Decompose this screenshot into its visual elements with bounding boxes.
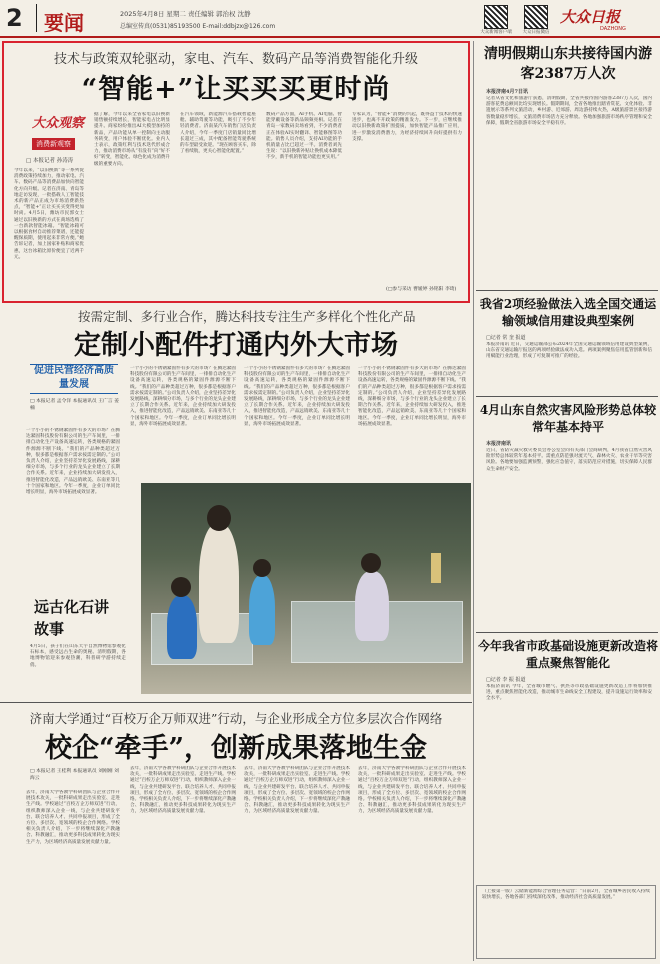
column-badge [32, 112, 92, 148]
column-divider [473, 41, 474, 961]
right-top-headline[interactable]: 清明假期山东共接待国内游客2387万人次 [484, 46, 652, 82]
newspaper-logo: 大众日报 [560, 8, 621, 26]
lead-column: 专家认为，“智能+”消费的兴起，既得益于技术的快速进步，也离不开政策的精准发力。下一步，应继续推动以旧换新政策扩围提质，加快智能产品推广应用，进一步激发消费潜力，为经济持续回升向好提供有力支撑。 [352, 112, 462, 142]
exhibit-light [431, 553, 441, 583]
badge-title: 大众观察 [32, 116, 85, 131]
child-figure [355, 571, 389, 641]
qr-label: 大众日报微信 [522, 30, 550, 35]
section-tag: 促进民营经济高质量发展 [34, 365, 114, 390]
lead-column: 在汽车领域，新能源汽车搭载智能座舱、辅助驾驶等功能，吸引了不少年轻消费者。济南某汽车销售门店负责人介绍，今年一季度门店销量同比增长超过三成，其中配备智能驾驶系统的车型最受欢迎。“现在顾客买车，除了看续航，更关心智能化配置。” [180, 112, 256, 155]
right-top-body: 记者从省文化和旅游厅获悉，清明假期，全省共接待国内游客2387万人次，国内游客花费总额同比均实现增长。假期期间，全省各地推出踏青赏花、文化体验、非遗展示等系列文旅活动，乡村游、近郊游、周边游持续火热，A级旅游景区接待游客数量稳步增长，文旅消费市场活力充分释放。各地加强旅游市场秩序管理和安全保障，假期全省旅游市场安全平稳有序。 [486, 96, 652, 126]
divider [476, 290, 658, 291]
tag-rule [30, 364, 118, 394]
qr-code-icon[interactable] [524, 5, 548, 29]
second-body: 一个小小的不锈钢紧固件有多大的市场？在腾达紧固科技股份有限公司的生产车间里，一排排自动化生产设备高速运转，各类规格的紧固件源源不断下线。“我们的产品种类超过万种，很多都是根据客户需求按需定制的。”公司负责人介绍，企业坚持差异化发展路线，深耕细分市场，与多个行业的龙头企业建立了长期合作关系。近年来，企业持续加大研发投入，推进智能化改造，产品远销欧美、东南亚等几十个国家和地区。今年一季度，企业订单同比增长明显，海外市场拓展成效显著。 [26, 428, 120, 496]
fourth-body: 去年，济南大学各教学科研团队与企业合作开展技术攻关，一批科研成果走出实验室、走进生产线。学校通过“百校万企万师双进”行动，组织教师深入企业一线，与企业共建研发平台、联合培养人才、共同申报项目，形成了全方位、多层次、宽领域的校企合作网络。学校相关负责人介绍，下一步将继续深化产教融合、科教融汇，推动更多科技成果转化为现实生产力，为区域经济高质量发展贡献力量。 [244, 766, 350, 815]
lead-column: 数码产品方面，AI手机、AI电脑、智能穿戴设备等新品频频亮相。记者在青岛一家数码卖场看到，不少消费者正在体验AI实时翻译、智能修图等功能。销售人员介绍，支持AI功能的手机销量占比已超过一半。消费者刘先生说：“以旧换新补贴让换机成本降低不少，新手机的智能功能也更实用。” [266, 112, 342, 161]
child-head [361, 553, 381, 573]
lead-column: 据了解，今年以来全省家电以旧换新销售额持续增长，智能家电占比明显提升。商家纷纷推出AI大模型加持的新品，产品功能从单一控制向主动服务转变，用户体验不断优化。业内人士表示，政策红利与技术迭代形成合力，推动消费市场从“有没有”向“好不好”转变，智能化、绿色化成为消费升级的重要方向。 [94, 112, 170, 167]
masthead-rule [0, 36, 660, 38]
right-mid2-headline[interactable]: 4月山东自然灾害风险形势总体较常年基本持平 [479, 403, 657, 434]
badge-sub: 消费新观察 [32, 138, 75, 150]
divider [0, 702, 472, 703]
fourth-body: 去年，济南大学各教学科研团队与企业合作开展技术攻关，一批科研成果走出实验室、走进生产线。学校通过“百校万企万师双进”行动，组织教师深入企业一线，与企业共建研发平台、联合培养人才、共同申报项目，形成了全方位、多层次、宽领域的校企合作网络。学校相关负责人介绍，下一步将继续深化产教融合、科教融汇，推动更多科技成果转化为现实生产力，为区域经济高质量发展贡献力量。 [26, 790, 120, 845]
second-byline: □ 本报记者 孟令洋 本报通讯员 王广言 姜楠 [30, 399, 119, 411]
date-line: 2025年4月8日 星期二 责任编辑 郭治权 沈静 [120, 10, 251, 18]
second-body: 一个小小的不锈钢紧固件有多大的市场？在腾达紧固科技股份有限公司的生产车间里，一排排自动化生产设备高速运转，各类规格的紧固件源源不断下线。“我们的产品种类超过万种，很多都是根据客户需求按需定制的。”公司负责人介绍，企业坚持差异化发展路线，深耕细分市场，与多个行业的龙头企业建立了长期合作关系。近年来，企业持续加大研发投入，推进智能化改造，产品远销欧美、东南亚等几十个国家和地区。今年一季度，企业订单同比增长明显，海外市场拓展成效显著。 [358, 366, 466, 427]
right-mid1-body: 本报济南讯 近日，交通运输部公布2024年全国交通运输领域信用建设典型案例，山东省交通运输厅报送的两项经验做法成功入选。两项案例聚焦信用监管创新和信用赋能行业治理，形成了可复制可推广的经验。 [486, 342, 652, 360]
fourth-body: 去年，济南大学各教学科研团队与企业合作开展技术攻关，一批科研成果走出实验室、走进生产线。学校通过“百校万企万师双进”行动，组织教师深入企业一线，与企业共建研发平台、联合培养人才、共同申报项目，形成了全方位、多层次、宽领域的校企合作网络。学校相关负责人介绍，下一步将继续深化产教融合、科教融汇，推动更多科技成果转化为现实生产力，为区域经济高质量发展贡献力量。 [130, 766, 236, 815]
fourth-kicker: 济南大学通过“百校万企万师双进”行动，与企业形成全方位多层次合作网络 [29, 711, 443, 726]
right-mid2-byline: 本报济南讯 [486, 441, 512, 447]
continued-text: （上接第一版）云储新能源综合管理任务运营：“日前2月，全省城乡居民收入持续较快增长，各地各部门持续深化改革，推动经济社会高质量发展。” [482, 889, 650, 901]
second-kicker: 按需定制、多行业合作，腾达科技专注生产多样化个性化产品 [78, 309, 416, 324]
adult-head [207, 505, 231, 531]
masthead [0, 0, 660, 40]
masthead-divider [36, 4, 37, 32]
lead-column: 今年以来，“以旧换新”等一系列促消费政策持续加力，推动家电、汽车、数码产品等消费品加快向智能化方向升级。记者在济南、青岛等地走访发现，一批搭载人工智能技术的新产品正成为市场消费新热点，“智能+”正让买买买变得更加时尚。4月5日，潍坊市民郭女士通过以旧换新的方式在商场选购了一台新款智能冰箱。“智能冰箱可以根据食材自动推荐菜谱，还能提醒保质期，使用起来非常方便。”她告诉记者，加上国家补贴和商家优惠，这台冰箱比原价便宜了近两千元。 [14, 168, 84, 260]
fourth-headline[interactable]: 校企“牵手”，创新成果落地生金 [44, 733, 428, 764]
child-figure [249, 575, 275, 645]
right-mid1-headline[interactable]: 我省2项经验做法入选全国交通运输领域信用建设典型案例 [479, 297, 657, 328]
second-body: 一个小小的不锈钢紧固件有多大的市场？在腾达紧固科技股份有限公司的生产车间里，一排排自动化生产设备高速运转，各类规格的紧固件源源不断下线。“我们的产品种类超过万种，很多都是根据客户需求按需定制的。”公司负责人介绍，企业坚持差异化发展路线，深耕细分市场，与多个行业的龙头企业建立了长期合作关系。近年来，企业持续加大研发投入，推进智能化改造，产品远销欧美、东南亚等几十个国家和地区。今年一季度，企业订单同比增长明显，海外市场拓展成效显著。 [244, 366, 350, 427]
section-title: 要闻 [44, 11, 84, 35]
museum-photo[interactable] [141, 483, 471, 694]
child-figure [167, 595, 197, 659]
right-mid3-body: 本报济南讯 今年，全省城市燃气、供热等市政基础设施更新改造工作将加快推进，重点聚焦智能化改造，推动城市生命线安全工程建设，提升设施运行效率和安全水平。 [486, 684, 652, 702]
fourth-body: 去年，济南大学各教学科研团队与企业合作开展技术攻关，一批科研成果走出实验室、走进生产线。学校通过“百校万企万师双进”行动，组织教师深入企业一线，与企业共建研发平台、联合培养人才、共同申报项目，形成了全方位、多层次、宽领域的校企合作网络。学校相关负责人介绍，下一步将继续深化产教融合、科教融汇，推动更多科技成果转化为现实生产力，为区域经济高质量发展贡献力量。 [358, 766, 466, 815]
adult-figure [199, 523, 239, 643]
qr-code-icon[interactable] [484, 5, 508, 29]
right-mid2-body: 近日，省防灾减灾救灾委员会办公室会同有关部门会商研判，4月我省自然灾害风险形势总体较常年基本持平。需重点防范强对流天气、森林火灾、农业干旱等灾害风险。各地要加强监测预警，强化应急值守，落实防范应对措施，切实保障人民群众生命财产安全。 [486, 448, 652, 472]
second-body: 一个小小的不锈钢紧固件有多大的市场？在腾达紧固科技股份有限公司的生产车间里，一排排自动化生产设备高速运转，各类规格的紧固件源源不断下线。“我们的产品种类超过万种，很多都是根据客户需求按需定制的。”公司负责人介绍，企业坚持差异化发展路线，深耕细分市场，与多个行业的龙头企业建立了长期合作关系。近年来，企业持续加大研发投入，推进智能化改造，产品远销欧美、东南亚等几十个国家和地区。今年一季度，企业订单同比增长明显，海外市场拓展成效显著。 [130, 366, 236, 427]
contact-line: 总编室传真(0531)85193500 E-mail:ddbjzx@126.com [120, 23, 276, 30]
right-mid3-byline: □记者 李 振 报道 [486, 677, 526, 683]
child-head [171, 577, 191, 597]
lead-reporter-credit: (□参与采访 曹媛婷 孙铭阳 李琦) [386, 287, 457, 292]
right-mid3-headline[interactable]: 今年我省市政基础设施更新改造将重点聚焦智能化 [478, 639, 659, 670]
fourth-byline: □ 本报记者 王桂利 本报通讯员 刘刚刚 刘海云 [30, 769, 119, 781]
lead-byline: □ 本报记者 孙涛涛 [26, 158, 74, 164]
page-number: 2 [6, 4, 23, 32]
right-mid1-byline: □记者 常 奎 报道 [486, 335, 526, 341]
divider [476, 632, 658, 633]
right-top-byline: 本报济南4月7日讯 [486, 89, 528, 95]
divider [476, 396, 658, 397]
photo-title[interactable]: 远古化石讲故事 [34, 598, 110, 638]
second-headline[interactable]: 定制小配件打通内外大市场 [74, 330, 398, 361]
newspaper-logo-sub: DAZHONG [600, 26, 626, 32]
child-head [253, 559, 271, 577]
lead-kicker: 技术与政策双轮驱动，家电、汽车、数码产品等消费智能化升级 [53, 52, 418, 67]
lead-headline[interactable]: “智能+”让买买买更时尚 [81, 74, 391, 105]
photo-caption: 4月5日，孩子们在山东天宇自然博物馆参观化石标本，感受远古生命的奥秘。清明假期，各地博物馆迎来参观热潮，科普研学游持续走俏。 [30, 644, 126, 668]
qr-label: 大众新闻客户端 [480, 30, 512, 35]
